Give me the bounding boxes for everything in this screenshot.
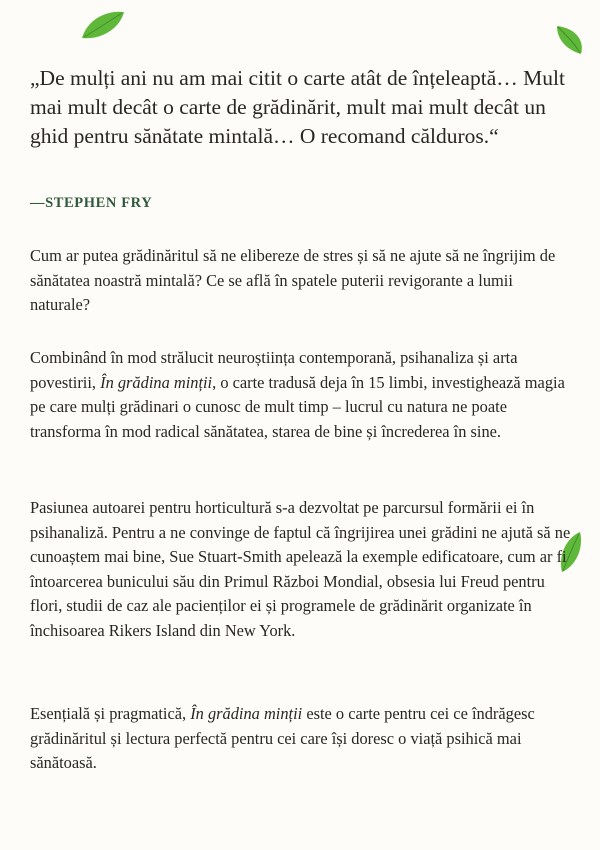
paragraph-author-background: Pasiunea autoarei pentru horticultură s-a dezvoltat pe parcursul formării ei în psihanaliză. Pentru a ne convinge de faptul că îngrijirea unei grădini ne ajută să ne cunoaștem mai bine, Sue Stuart-Smith apelează la exemple edificatoare, cum ar fi întoarcerea bunicului său din Primul Război Mondial, obsesia lui Freud pentru flori, studii de caz ale pacienților ei și programele de grădinărit organizate în închisoarea Rikers Island din New York. [30,498,571,640]
text-span: Combinând în mod strălucit neuroștiința contemporană, psihanaliza și arta povestirii, [30,348,518,392]
book-title: În grădina minții [190,704,303,723]
paragraph-intro: Cum ar putea grădinăritul să ne elibereze de stres și să ne ajute să ne îngrijim de sănătatea noastră mintală? Ce se află în spatele puterii revigorante a lumii naturale? [30,246,556,314]
leaf-icon [78,8,128,42]
leaf-icon [553,22,587,56]
book-title: În grădina minții [100,372,213,392]
quote-author: —STEPHEN FRY [30,195,153,211]
text-span: este o carte pentru cei ce îndrăgesc grădinăritul și lectura perfectă pentru cei care își doresc o viață psihică mai sănătoasă. [30,704,535,772]
text-span: Esențială și pragmatică, [30,704,191,723]
paragraph-conclusion [30,702,575,776]
endorsement-quote: „De mulți ani nu am mai citit o carte atât de înțeleaptă… Mult mai mult decât o carte de grădinărit, mult mai mult decât un ghid pentru sănătate mintală… O recomand călduros.“ [30,66,565,148]
text-span: , o carte tradusă deja în 15 limbi, investighează magia pe care mulți grădinari o cunosc de mult timp – lucrul cu natura ne poate transforma în mod radical sănătatea, starea de bine și încrederea în sine. [30,372,565,441]
paragraph-description [30,346,575,444]
